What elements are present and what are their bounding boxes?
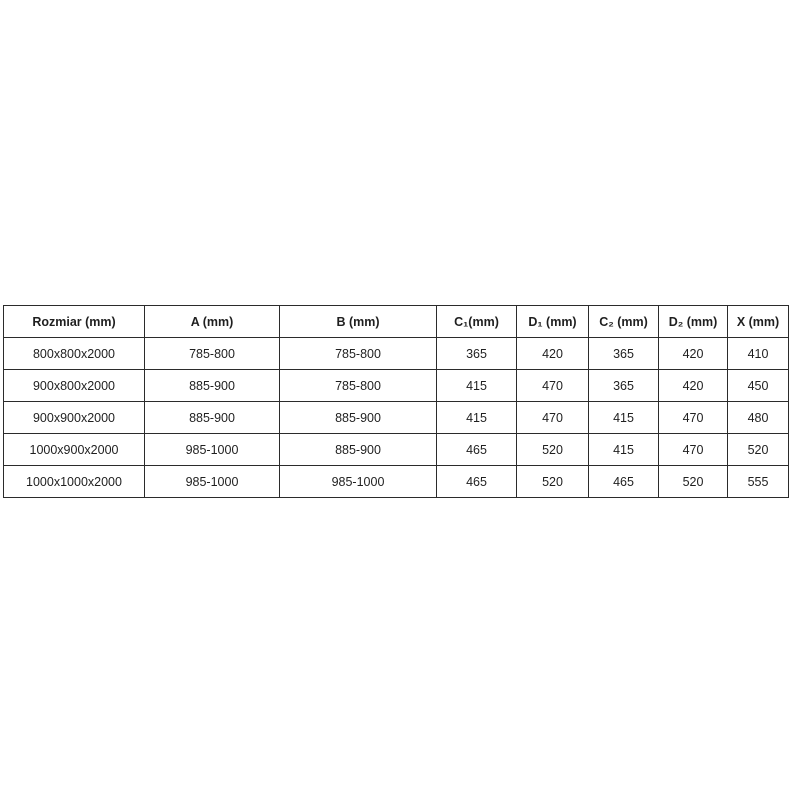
table-cell: 450: [728, 370, 789, 402]
table-cell: 365: [437, 338, 517, 370]
table-cell: 785-800: [280, 338, 437, 370]
table-cell: 800x800x2000: [4, 338, 145, 370]
column-header: D₁ (mm): [517, 306, 589, 338]
table-cell: 470: [659, 434, 728, 466]
table-cell: 985-1000: [145, 434, 280, 466]
column-header: C₂ (mm): [589, 306, 659, 338]
table-cell: 885-900: [280, 434, 437, 466]
table-row: [4, 370, 789, 402]
table-cell: 465: [437, 434, 517, 466]
table-cell: 415: [589, 402, 659, 434]
table-cell: 470: [517, 370, 589, 402]
table-cell: 885-900: [145, 402, 280, 434]
dimensions-table: [3, 305, 789, 498]
table-cell: 365: [589, 370, 659, 402]
table-cell: 470: [517, 402, 589, 434]
table-cell: 520: [517, 466, 589, 498]
column-header: Rozmiar (mm): [4, 306, 145, 338]
table-cell: 520: [728, 434, 789, 466]
table-cell: 415: [437, 370, 517, 402]
column-header: C₁(mm): [437, 306, 517, 338]
table-cell: 985-1000: [280, 466, 437, 498]
column-header: D₂ (mm): [659, 306, 728, 338]
table-cell: 555: [728, 466, 789, 498]
table-cell: 365: [589, 338, 659, 370]
table-cell: 470: [659, 402, 728, 434]
column-header: X (mm): [728, 306, 789, 338]
table-cell: 415: [589, 434, 659, 466]
table-cell: 420: [517, 338, 589, 370]
table-cell: 900x800x2000: [4, 370, 145, 402]
table-cell: 885-900: [280, 402, 437, 434]
table-cell: 465: [589, 466, 659, 498]
table-cell: 465: [437, 466, 517, 498]
table-cell: 1000x1000x2000: [4, 466, 145, 498]
table-cell: 1000x900x2000: [4, 434, 145, 466]
table-body: [4, 338, 789, 498]
column-header: A (mm): [145, 306, 280, 338]
table-cell: 480: [728, 402, 789, 434]
table-cell: 985-1000: [145, 466, 280, 498]
table-cell: 520: [659, 466, 728, 498]
table-cell: 785-800: [145, 338, 280, 370]
table-row: [4, 402, 789, 434]
table-cell: 885-900: [145, 370, 280, 402]
table-row: [4, 338, 789, 370]
table-cell: 900x900x2000: [4, 402, 145, 434]
table-cell: 420: [659, 370, 728, 402]
table-cell: 520: [517, 434, 589, 466]
table-cell: 785-800: [280, 370, 437, 402]
table-row: [4, 466, 789, 498]
table-cell: 420: [659, 338, 728, 370]
column-header: B (mm): [280, 306, 437, 338]
table-row: [4, 434, 789, 466]
table-cell: 415: [437, 402, 517, 434]
table-cell: 410: [728, 338, 789, 370]
header-row: [4, 306, 789, 338]
